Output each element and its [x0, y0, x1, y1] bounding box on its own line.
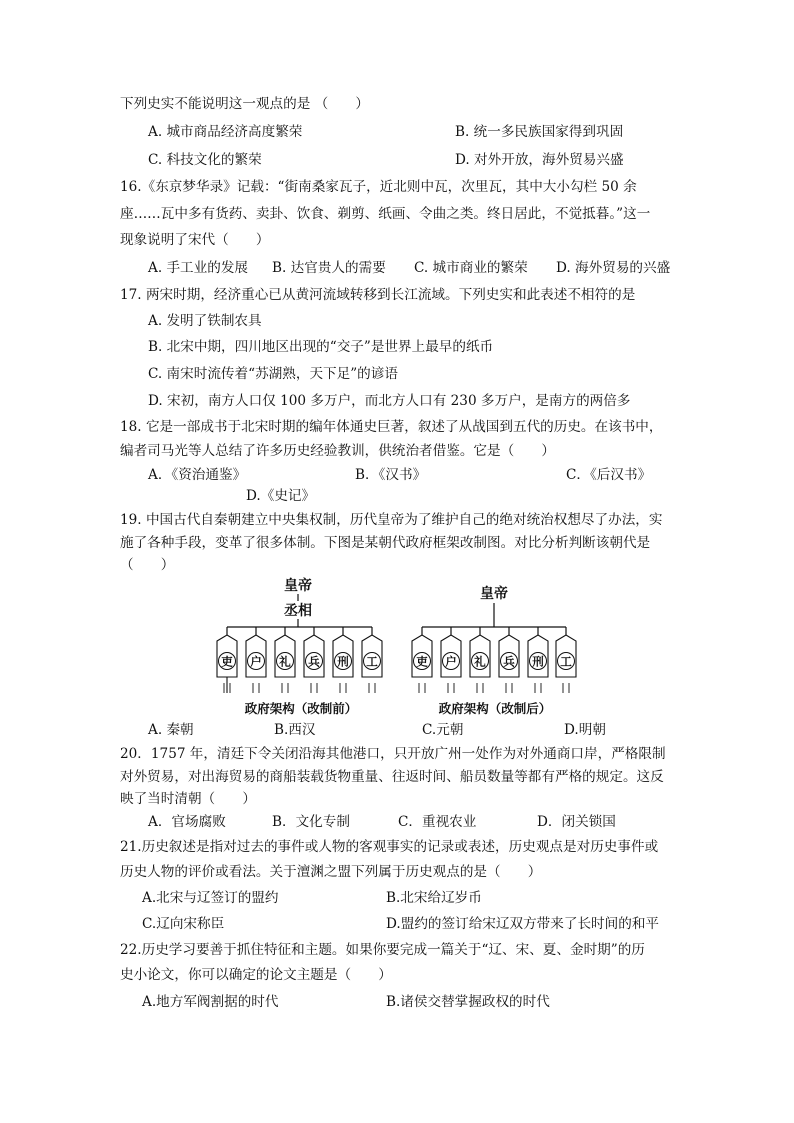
chancellor-label: 丞相: [284, 603, 312, 619]
ministry-justice-before: [333, 627, 353, 693]
government-structure-diagram: [205, 573, 595, 723]
caption-after: 政府架构（改制后）: [438, 701, 552, 716]
svg-text:吏: 吏: [221, 654, 233, 669]
ministry-revenue-before: [246, 627, 266, 693]
q17-stem: 17. 两宋时期，经济重心已从黄河流域转移到长江流域。下列史实和此表述不相符的是: [120, 287, 636, 303]
q17-option-b: B. 北宋中期，四川地区出现的“交子”是世界上最早的纸币: [148, 339, 494, 355]
q15-option-c: C. 科技文化的繁荣: [148, 152, 262, 168]
caption-before: 政府架构（改制前）: [244, 701, 358, 716]
q21-option-c: C.辽向宋称臣: [142, 916, 225, 932]
q20-stem-line2: 对外贸易，对出海贸易的商船装载货物重量、往返时间、船员数量等都有严格的规定。这反: [120, 769, 664, 785]
q19-option-c: C.元朝: [422, 722, 464, 738]
svg-text:兵: 兵: [503, 654, 515, 669]
q20-option-c: C．重视农业: [398, 814, 477, 830]
ministries-before: [217, 627, 382, 693]
svg-text:礼: 礼: [474, 654, 486, 669]
q18-option-c: C．《后汉书》: [566, 467, 652, 483]
q22-option-b: B.诸侯交替掌握政权的时代: [386, 994, 550, 1010]
svg-text:礼: 礼: [279, 654, 291, 669]
q22-option-a: A.地方军阀割据的时代: [142, 994, 279, 1010]
ministry-war-before: [304, 627, 324, 693]
q18-option-b: B．《汉书》: [355, 467, 427, 483]
q16-stem-line1: 16.《东京梦华录》记载：“街南桑家瓦子，近北则中瓦，次里瓦，其中大小勾栏 50 余: [120, 179, 637, 195]
q21-option-a: A.北宋与辽签订的盟约: [142, 890, 279, 906]
q19-stem-line1: 19. 中国古代自秦朝建立中央集权制，历代皇帝为了维护自己的绝对统治权想尽了办法，实: [120, 512, 663, 528]
svg-text:兵: 兵: [308, 654, 320, 669]
svg-text:户: 户: [445, 654, 457, 669]
q15-stem: 下列史实不能说明这一观点的是 （ ）: [120, 96, 370, 112]
ministry-personnel-before: [217, 627, 237, 693]
ministry-rites-after: [470, 627, 490, 693]
ministry-personnel-after: [412, 627, 432, 693]
q16-option-a: A. 手工业的发展: [148, 260, 249, 276]
q19-stem-line2: 施了各种手段，变革了很多体制。下图是某朝代政府框架改制图。对比分析判断该朝代是: [120, 535, 651, 551]
svg-text:工: 工: [560, 654, 572, 669]
q18-option-a: A．《资治通鉴》: [148, 467, 247, 483]
q20-stem-line1: 20．1757 年，清廷下令关闭沿海其他港口，只开放广州一处作为对外通商口岸，严格限制: [120, 746, 666, 762]
q20-option-d: D．闭关锁国: [537, 814, 616, 830]
q17-option-c: C. 南宋时流传着“苏湖熟，天下足”的谚语: [148, 366, 398, 382]
emperor-label-after: 皇帝: [480, 586, 508, 602]
q16-option-c: C. 城市商业的繁荣: [414, 260, 528, 276]
svg-text:刑: 刑: [532, 654, 544, 669]
q21-option-b: B.北宋给辽岁币: [386, 890, 482, 906]
svg-text:户: 户: [250, 654, 262, 669]
ministry-works-after: [556, 627, 576, 693]
svg-text:刑: 刑: [337, 654, 349, 669]
ministry-war-after: [499, 627, 519, 693]
q19-option-d: D.明朝: [564, 722, 606, 738]
q21-stem-line2: 历史人物的评价或看法。关于澶渊之盟下列属于历史观点的是（ ）: [120, 864, 542, 880]
ministries-after: [412, 627, 576, 693]
q16-option-b: B. 达官贵人的需要: [272, 260, 386, 276]
svg-text:工: 工: [366, 654, 378, 669]
q17-option-d: D. 宋初，南方人口仅 100 多万户，而北方人口有 230 多万户，是南方的两倍多: [148, 393, 631, 409]
q16-stem-line3: 现象说明了宋代（ ）: [120, 232, 270, 248]
q15-option-d: D. 对外开放，海外贸易兴盛: [455, 152, 624, 168]
q21-stem-line1: 21.历史叙述是指对过去的事件或人物的客观事实的记录或表述，历史观点是对历史事件或: [120, 839, 659, 855]
ministry-works-before: [362, 627, 382, 693]
diagram-after: [412, 585, 576, 716]
q15-option-b: B. 统一多民族国家得到巩固: [455, 124, 624, 140]
emperor-label-before: 皇帝: [284, 578, 312, 594]
q19-stem-line3: （ ）: [120, 557, 175, 573]
svg-text:吏: 吏: [416, 654, 428, 669]
q19-option-a: A. 秦朝: [148, 722, 194, 738]
ministry-rites-before: [275, 627, 295, 693]
q16-stem-line2: 座……瓦中多有货药、卖卦、饮食、剃剪、纸画、令曲之类。终日居此，不觉抵暮。”这一: [120, 206, 651, 222]
q20-stem-line3: 映了当时清朝（ ）: [120, 791, 256, 807]
q20-option-b: B．文化专制: [272, 814, 350, 830]
ministry-revenue-after: [441, 627, 461, 693]
q21-option-d: D.盟约的签订给宋辽双方带来了长时间的和平: [386, 916, 660, 932]
q18-option-d: D.《史记》: [246, 488, 316, 504]
diagram-before: [217, 577, 382, 716]
q20-option-a: A．官场腐败: [148, 814, 226, 830]
q17-option-a: A. 发明了铁制农具: [148, 313, 262, 329]
ministry-justice-after: [528, 627, 548, 693]
q22-stem-line2: 史小论文，你可以确定的论文主题是（ ）: [120, 967, 392, 983]
q18-stem-line1: 18. 它是一部成书于北宋时期的编年体通史巨著，叙述了从战国到五代的历史。在该书中，: [120, 419, 663, 435]
q19-option-b: B.西汉: [274, 722, 316, 738]
q18-stem-line2: 编者司马光等人总结了许多历史经验教训，供统治者借鉴。它是（ ）: [120, 443, 555, 459]
q22-stem-line1: 22.历史学习要善于抓住特征和主题。如果你要完成一篇关于“辽、宋、夏、金时期”的历: [120, 942, 645, 958]
q16-option-d: D. 海外贸易的兴盛: [556, 260, 671, 276]
q15-option-a: A. 城市商品经济高度繁荣: [148, 124, 303, 140]
